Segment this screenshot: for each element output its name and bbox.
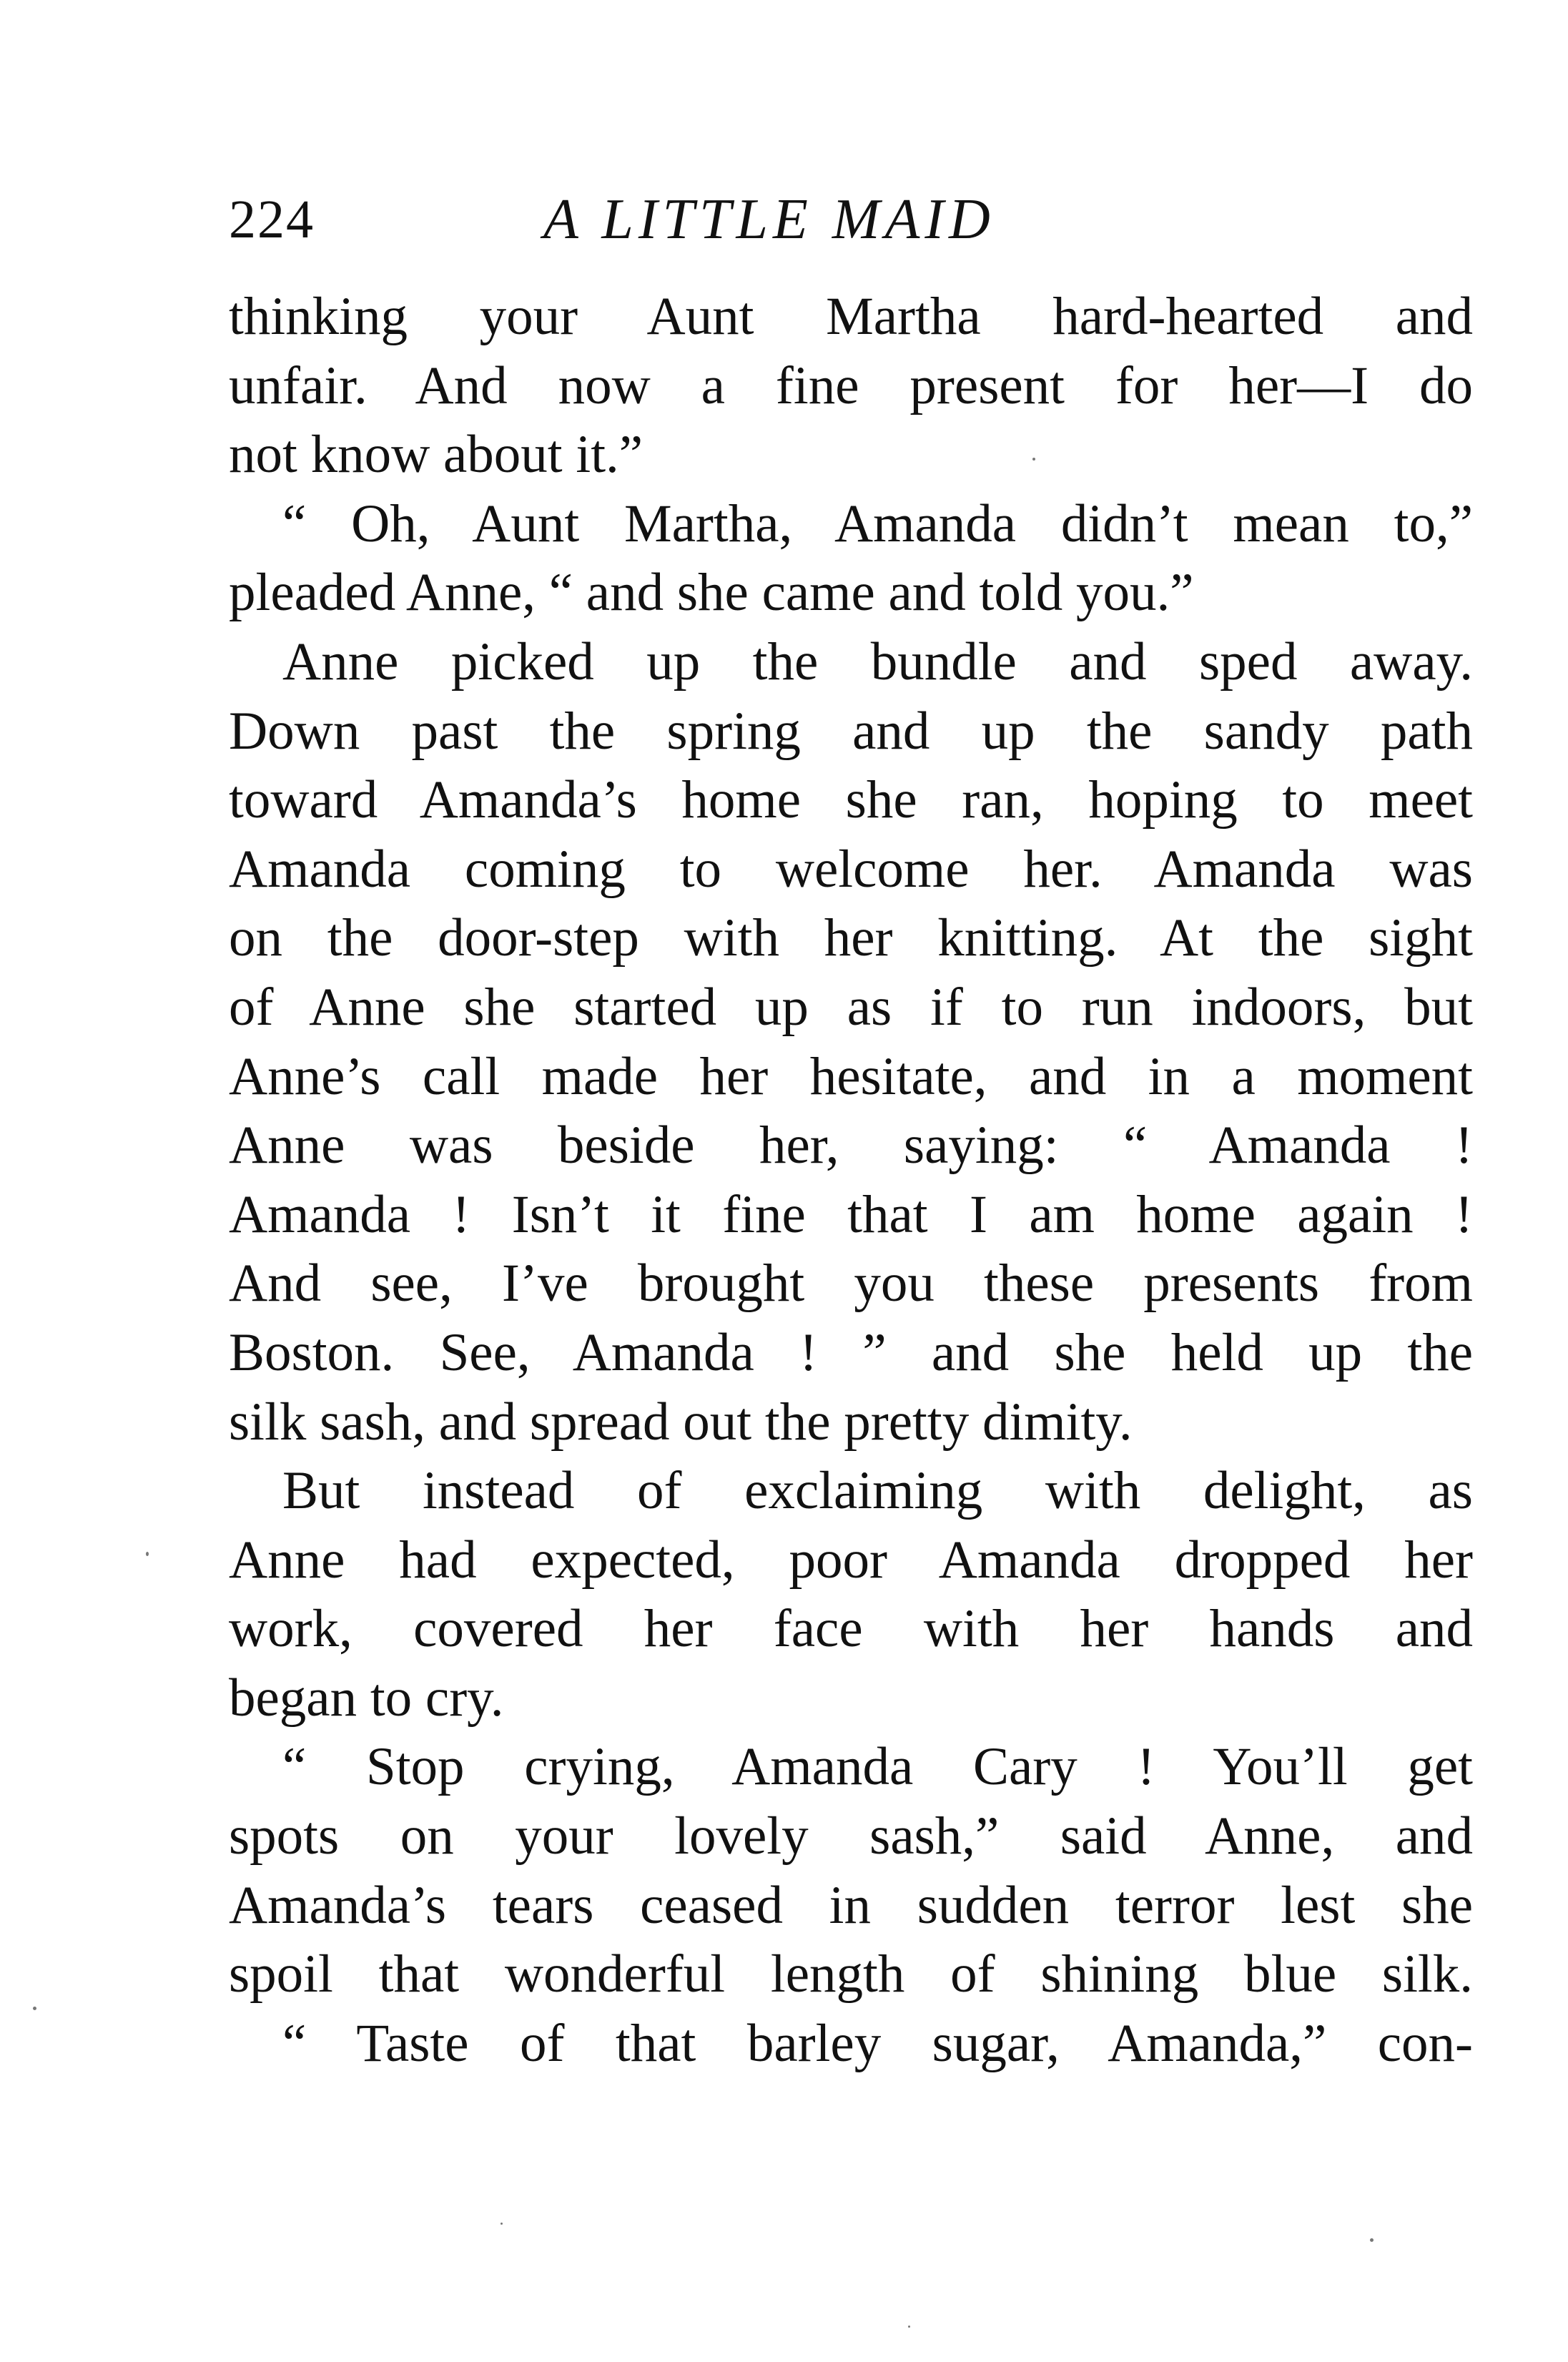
running-head: A LITTLE MAID bbox=[543, 188, 995, 251]
page-header bbox=[229, 180, 1473, 259]
text-line: Down past the spring and up the sandy path bbox=[229, 701, 1473, 761]
text-line: silk sash, and spread out the pretty dimity. bbox=[229, 1392, 1133, 1452]
text-line: not know about it.” bbox=[229, 425, 644, 485]
text-line: Amanda ! Isn’t it fine that I am home again ! bbox=[229, 1184, 1473, 1244]
page-number: 224 bbox=[229, 190, 315, 250]
text-line: Boston. See, Amanda ! ” and she held up the bbox=[229, 1322, 1473, 1382]
text-line: of Anne she started up as if to run indoors, but bbox=[229, 977, 1473, 1037]
text-line: “ Oh, Aunt Martha, Amanda didn’t mean to,” bbox=[282, 493, 1473, 553]
paper-speck bbox=[1032, 458, 1035, 461]
text-line: And see, I’ve brought you these presents from bbox=[229, 1254, 1473, 1314]
text-line: Anne picked up the bundle and sped away. bbox=[282, 631, 1473, 692]
text-line: Amanda’s tears ceased in sudden terror lest she bbox=[229, 1875, 1473, 1935]
paper-speck bbox=[33, 2007, 36, 2010]
paper-speck bbox=[146, 1552, 149, 1556]
text-line: thinking your Aunt Martha hard-hearted and bbox=[229, 287, 1473, 346]
text-line: work, covered her face with her hands and bbox=[229, 1599, 1473, 1659]
text-line: pleaded Anne, “ and she came and told you.” bbox=[229, 563, 1194, 623]
text-line: toward Amanda’s home she ran, hoping to meet bbox=[229, 770, 1473, 830]
text-line: spoil that wonderful length of shining blue silk. bbox=[229, 1944, 1473, 2004]
text-line: unfair. And now a fine present for her—I do bbox=[229, 355, 1473, 415]
text-line: spots on your lovely sash,” said Anne, and bbox=[229, 1806, 1473, 1866]
text-line: But instead of exclaiming with delight, as bbox=[282, 1461, 1473, 1521]
text-line: Anne’s call made her hesitate, and in a moment bbox=[229, 1046, 1473, 1106]
text-line: on the door-step with her knitting. At the sight bbox=[229, 908, 1473, 968]
paper-speck bbox=[501, 2223, 503, 2225]
text-line: “ Stop crying, Amanda Cary ! You’ll get bbox=[282, 1737, 1473, 1797]
paper-speck bbox=[1370, 2238, 1374, 2242]
text-line: Amanda coming to welcome her. Amanda was bbox=[229, 839, 1473, 899]
text-line: “ Taste of that barley sugar, Amanda,” con- bbox=[282, 2013, 1473, 2073]
text-line: began to cry. bbox=[229, 1668, 504, 1728]
body-text bbox=[229, 282, 1473, 2078]
paper-speck bbox=[908, 2326, 910, 2328]
text-line: Anne was beside her, saying: “ Amanda ! bbox=[229, 1116, 1473, 1176]
text-line: Anne had expected, poor Amanda dropped her bbox=[229, 1530, 1473, 1590]
